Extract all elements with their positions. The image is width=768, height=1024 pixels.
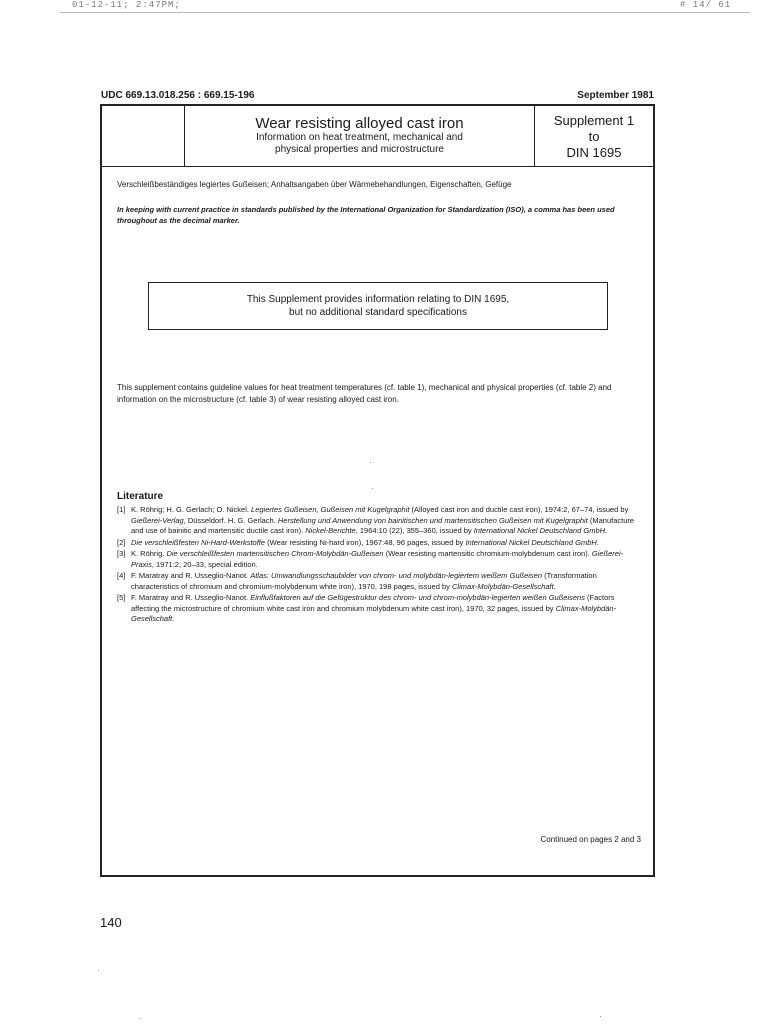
- literature-item-text: (Wear resisting martensitic chromium-molybdenum cast iron).: [383, 549, 592, 558]
- literature-item-text: Climax-Molybdän-Gesellschaft: [131, 603, 617, 623]
- supplement-cell: [535, 106, 653, 166]
- literature-item-text: Gießerei-Verlag: [131, 515, 184, 525]
- literature-item-text: International Nickel Deutschland GmbH: [465, 537, 597, 547]
- supplement-description: This supplement contains guideline values for heat treatment temperatures (cf. table 1), mechanical and physical properties (cf. table 2) and information on the microstructure (cf. table 3) of wear resisting alloyed cast iron.: [117, 383, 612, 404]
- document-subtitle-line1: Information on heat treatment, mechanical and: [256, 132, 463, 143]
- title-block-empty-cell: [102, 106, 185, 166]
- literature-item-text: Nickel-Berichte: [305, 526, 356, 535]
- document-title: Wear resisting alloyed cast iron: [255, 115, 464, 132]
- scan-speck: [140, 1018, 141, 1019]
- fax-header-left: 01-12-11; 2:47PM;: [72, 0, 181, 10]
- literature-item-text: .: [553, 581, 556, 591]
- literature-item-text: F. Maratray and R. Usseglio-Nanot.: [131, 593, 251, 602]
- scan-speck: [600, 1016, 601, 1017]
- supplement-to: to: [588, 129, 600, 144]
- document-subtitle-line2: physical properties and microstructure: [275, 144, 444, 155]
- literature-item-text: .: [172, 614, 175, 623]
- german-title: Verschleißbeständiges legiertes Gußeisen; Anhaltsangaben über Wärmebehandlungen, Eigenschaften, Gefüge: [117, 180, 512, 189]
- literature-item: [117, 538, 642, 549]
- title-cell: [185, 106, 535, 166]
- fax-divider: [60, 12, 750, 13]
- literature-item-text: Legiertes Gußeisen, Gußeisen mit Kugelgraphit: [251, 505, 410, 514]
- literature-item-text: .: [605, 526, 608, 535]
- literature-item-text: , Düsseldorf. H. G. Gerlach.: [183, 515, 278, 525]
- literature-item-text: .: [596, 537, 599, 547]
- literature-item-text: , 1971:2, 20–33, special edition.: [151, 559, 258, 569]
- notice-line2: but no additional standard specifications: [289, 307, 467, 318]
- literature-item: [117, 549, 642, 570]
- literature-item-text: Die verschleißfesten martensitischen Chrom-Molybdän-Gußeisen: [166, 549, 384, 558]
- literature-item-text: Gießerei-Praxis: [131, 549, 624, 569]
- literature-item-text: F. Maratray and R. Usseglio-Nanot.: [131, 571, 251, 580]
- literature-item: [117, 505, 642, 537]
- supplement-standard: DIN 1695: [566, 145, 622, 160]
- literature-item-text: (Factors affecting the microstructure of chromium white cast iron and chromium molybdenum white cast iron), 1970, 32 pages, issued by: [131, 593, 615, 613]
- notice-line1: This Supplement provides information relating to DIN 1695,: [246, 294, 510, 305]
- literature-heading: Literature: [117, 491, 164, 502]
- literature-item-text: K. Röhrig.: [131, 549, 167, 558]
- literature-item: [117, 593, 642, 625]
- literature-item-text: Atlas: Umwandlungsschaubilder von chrom- und molybdän-legiertem weißem Gußeisen: [250, 571, 543, 580]
- fax-header-right: # 14/ 61: [680, 0, 732, 10]
- supplement-notice-box: [148, 282, 608, 330]
- literature-item-number: [2]: [117, 537, 126, 547]
- literature-item-number: [4]: [117, 571, 126, 580]
- literature-item-text: K. Röhrig; H. G. Gerlach; O. Nickel.: [131, 505, 252, 514]
- literature-item-text: (Manufacture and use of bainitic and martensitic ductile cast iron).: [131, 515, 635, 535]
- literature-item-text: Einflußfaktoren auf die Gefügestruktur des chrom- und chrom-molybdän-legierten weißen Gußeisens: [250, 593, 585, 602]
- literature-item-text: International Nickel Deutschland GmbH: [473, 526, 606, 535]
- scan-speck: [98, 970, 99, 971]
- page-number: 140: [100, 915, 122, 930]
- literature-item-text: Die verschleißfesten Ni-Hard-Werkstoffe: [131, 537, 266, 547]
- literature-item-text: Herstellung und Anwendung von bainitischen und martensitischen Gußeisen mit Kugelgraphit: [277, 515, 588, 525]
- literature-item-number: [3]: [117, 549, 126, 558]
- literature-item-text: Climax-Molybdän-Gesellschaft: [451, 581, 554, 591]
- literature-item: [117, 571, 642, 592]
- supplement-number: Supplement 1: [553, 113, 635, 128]
- iso-decimal-note: In keeping with current practice in standards published by the International Organization for Standardization (ISO), a comma has been used throughout as the decimal marker.: [117, 205, 615, 225]
- document-frame: [100, 104, 655, 877]
- literature-item-number: [5]: [117, 593, 126, 602]
- literature-item-text: (Alloyed cast iron and ductile cast iron), 1974:2, 67–74, issued by: [409, 505, 629, 514]
- scan-speck: [370, 462, 371, 463]
- continued-note: Continued on pages 2 and 3: [540, 835, 641, 844]
- udc-code: UDC 669.13.018.256 : 669.15-196: [101, 90, 255, 101]
- scan-speck: [372, 488, 373, 489]
- literature-list: [117, 505, 642, 626]
- title-block: [102, 106, 653, 167]
- literature-item-text: (Wear resisting Ni-hard iron), 1967:48, 96 pages, issued by: [265, 537, 466, 547]
- literature-item-number: [1]: [117, 505, 126, 514]
- literature-item-text: , 1964:10 (22), 355–360, issued by: [355, 526, 474, 535]
- literature-item-text: (Transformation characteristics of chromium and chromium-molybdenum white iron), 1970, 198 pages, issued by: [131, 571, 597, 591]
- publication-date: September 1981: [577, 90, 654, 101]
